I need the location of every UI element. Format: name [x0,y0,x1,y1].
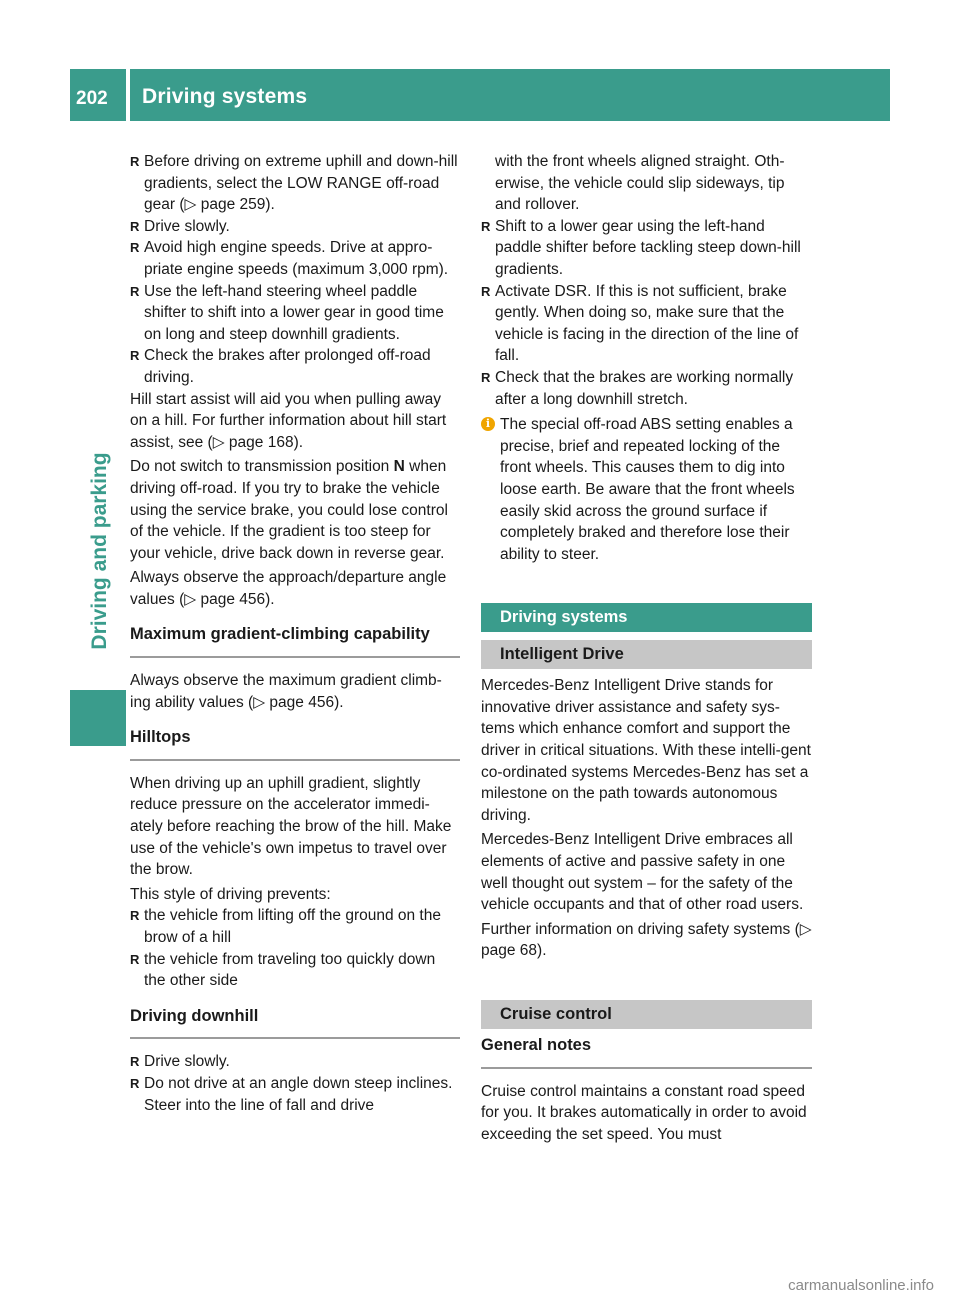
paragraph-max-gradient: Always observe the maximum gradient climb-ing ability values (▷ page 456). [130,672,442,711]
list-item: R Activate DSR. If this is not sufficient, brake gently. When doing so, make sure that the vehicle is facing in the direction of the line of fall. [481,281,812,367]
paragraph-intelligent-2: Mercedes-Benz Intelligent Drive embraces all elements of active and passive safety in one well thought out system – for the safety of the vehicle occupants and that of other road users. [481,831,804,914]
paragraph-hilltops: When driving up an uphill gradient, slightly reduce pressure on the accelerator immedi-ately before reaching the brow of the hill. Make use of the vehicle's own impetus to travel over the brow. [130,774,452,879]
paragraph-transmission-pre: Do not switch to transmission position [130,458,394,476]
page-number: 202 [76,88,108,109]
gear-position-n: N [393,458,405,476]
paragraph-prevents: This style of driving prevents: [130,885,331,903]
heading-general-notes: General notes [481,1035,812,1069]
paragraph-intelligent-3: Further information on driving safety systems (▷ page 68). [481,920,812,960]
right-column [481,151,812,1145]
list-item: R Drive slowly. [130,216,460,238]
list-item: R Use the left-hand steering wheel paddle shifter to shift into a lower gear in good time on long and steep downhill gradients. [130,281,460,346]
section-bar-cruise-control: Cruise control [481,1000,812,1029]
paragraph-hill-start: Hill start assist will aid you when pulling away on a hill. For further information about hill start assist, see (▷ page 168). [130,390,447,451]
paragraph-transmission [130,456,460,564]
list-item: R Check that the brakes are working normally after a long downhill stretch. [481,367,812,410]
heading-hilltops: Hilltops [130,727,460,761]
list-item: R Shift to a lower gear using the left-hand paddle shifter before tackling steep down-hill gradients. [481,216,812,281]
list-item: R Avoid high engine speeds. Drive at appro-priate engine speeds (maximum 3,000 rpm). [130,237,460,280]
list-item: R the vehicle from traveling too quickly down the other side [130,949,460,992]
list-item: R Drive slowly. [130,1051,460,1073]
heading-downhill: Driving downhill [130,1006,460,1040]
section-bar-driving-systems: Driving systems [481,603,812,632]
header-divider [126,69,130,121]
section-side-label [86,426,114,676]
paragraph-transmission-post: when driving off-road. If you try to brake the vehicle using the service brake, you could lose control of the vehicle. If the gradient is too steep for your vehicle, drive back down in reverse gear. [130,458,448,562]
section-bar-intelligent-drive: Intelligent Drive [481,640,812,669]
paragraph-angle: Always observe the approach/departure angle values (▷ page 456). [130,569,447,608]
section-marker [70,690,126,746]
heading-max-gradient: Maximum gradient-climbing capability [130,624,460,658]
paragraph-cruise: Cruise control maintains a constant road speed for you. It brakes automatically in order to avoid exceeding the set speed. You must [481,1082,807,1143]
list-item: R the vehicle from lifting off the ground on the brow of a hill [130,905,460,948]
paragraph-continuation: with the front wheels aligned straight. Oth-erwise, the vehicle could slip sideways, tip and rollover. [495,153,785,214]
paragraph-intelligent-1: Mercedes-Benz Intelligent Drive stands for innovative driver assistance and safety sys-tems which enhance comfort and support the driver in critical situations. With these intelli-gent co-ordinated systems Mercedes-Benz has set a milestone on the path towards autonomous driving. [481,677,811,824]
page-title: Driving systems [142,85,308,108]
section-side-label-text: Driving and parking [88,452,111,650]
left-column [130,151,460,1116]
list-item: R Do not drive at an angle down steep inclines. Steer into the line of fall and drive [130,1073,460,1116]
list-item: R Before driving on extreme uphill and down-hill gradients, select the LOW RANGE off-road gear (▷ page 259). [130,151,460,216]
info-icon: i [481,417,495,431]
watermark: carmanualsonline.info [788,1277,934,1294]
list-item: R Check the brakes after prolonged off-road driving. [130,345,460,388]
info-note-text: The special off-road ABS setting enables a precise, brief and repeated locking of the front wheels. This causes them to dig into loose earth. Be aware that the front wheels easily skid across the ground surface if completely braked and therefore lose their ability to steer. [500,416,795,563]
info-note [481,414,812,565]
